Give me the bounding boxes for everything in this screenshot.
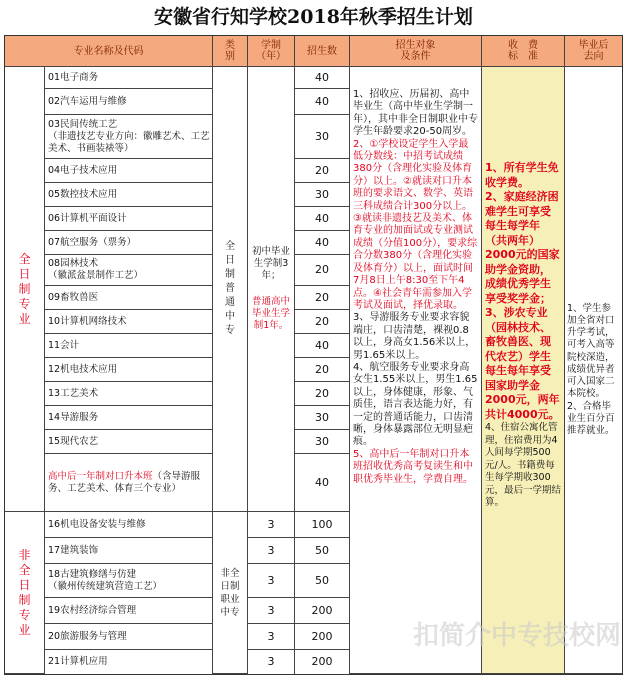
major-name: 14导游服务 <box>45 406 213 430</box>
fees-item-3: 3、涉农专业（园林技术、畜牧兽医、现代农艺）学生每生每年享受国家助学金2000元，两年共计4000元。 <box>485 306 560 421</box>
target-item-4: 4、航空服务专业要求身高女生1.55米以上，男生1.65以上，身体健康，形象、气质佳，语言表达能力好，有一定的普通话能力，口齿清晰，身体暴露部位无明显疤痕。 <box>353 361 478 448</box>
enrollment-count: 40 <box>295 454 350 512</box>
enrollment-count: 30 <box>295 183 350 207</box>
highschool-class-title: 高中后一年制对口升本班 <box>48 470 153 482</box>
major-name: 06计算机平面设计 <box>45 207 213 231</box>
enrollment-count: 50 <box>295 564 350 598</box>
enrollment-count: 20 <box>295 382 350 406</box>
major-name: 17建筑装饰 <box>45 538 213 564</box>
target-item-3: 3、导游服务专业要求容貌端庄，口齿清楚，裸视0.8以上，身高女1.56米以上，男1.65米以上。 <box>353 312 476 361</box>
fees-item-2: 2、家庭经济困难学生可享受每生每学年（共两年）2000元的国家助学金资助，成绩优秀学生享受奖学金； <box>485 190 560 305</box>
destination-text: 1、学生参加全省对口升学考试，可考入高等院校深造，成绩优异者可入国家二本院校。 2、合格毕业生百分百推荐就业。 <box>567 302 615 436</box>
duration-fulltime-junior: 初中毕业生学制3年； <box>251 246 290 281</box>
duration-fulltime-senior: 普通高中毕业生学制1年。 <box>251 296 290 331</box>
duration-fulltime <box>248 67 295 512</box>
category-fulltime: 全 日 制 普 通 中 专 <box>213 67 248 512</box>
duration-value: 3 <box>248 624 295 650</box>
enrollment-count: 20 <box>295 255 350 286</box>
header-category: 类 别 <box>213 36 248 67</box>
highschool-class-detail: （含导游服务、工艺美术、体育三个专业） <box>48 470 201 494</box>
major-name: 04电子技术应用 <box>45 159 213 183</box>
enrollment-count: 200 <box>295 624 350 650</box>
enrollment-count: 100 <box>295 512 350 538</box>
major-name: 10计算机网络技术 <box>45 310 213 334</box>
header-target: 招生对象 及条件 <box>350 36 482 67</box>
enrollment-count: 40 <box>295 89 350 115</box>
major-name: 16机电设备安装与维修 <box>45 512 213 538</box>
major-name: 15现代农艺 <box>45 430 213 454</box>
header-duration: 学制 （年） <box>248 36 295 67</box>
enrollment-count: 40 <box>295 334 350 358</box>
fees-item-4: 4、住宿公寓化管理，住宿费用为4人间每学期500元/人。书籍费每生每学期收300元，最后一学期结算。 <box>485 422 562 508</box>
enrollment-count: 30 <box>295 115 350 159</box>
page-title: 安徽省行知学校2018年秋季招生计划 <box>154 6 473 28</box>
major-name: 21计算机应用 <box>45 650 213 674</box>
enrollment-count: 200 <box>295 650 350 674</box>
major-name-highschool <box>45 454 213 512</box>
header-destination: 毕业后 去向 <box>565 36 622 67</box>
target-conditions <box>350 67 482 674</box>
major-name: 11会计 <box>45 334 213 358</box>
target-item-5: 5、高中后一年制对口升本班招收优秀高考复读生和中职优秀毕业生，学费自理。 <box>353 448 473 485</box>
major-name: 19农村经济综合管理 <box>45 598 213 624</box>
enrollment-count: 30 <box>295 430 350 454</box>
enrollment-count: 50 <box>295 538 350 564</box>
major-name: 07航空服务（票务） <box>45 231 213 255</box>
group-label-parttime: 非 全 日 制 专 业 <box>5 512 45 674</box>
enrollment-count: 40 <box>295 67 350 89</box>
enrollment-count: 20 <box>295 358 350 382</box>
enrollment-count: 40 <box>295 207 350 231</box>
enrollment-count: 20 <box>295 310 350 334</box>
group-label-fulltime: 全 日 制 专 业 <box>5 67 45 512</box>
major-name: 02汽车运用与维修 <box>45 89 213 115</box>
major-name: 18古建筑修缮与仿建 （徽州传统建筑营造工艺） <box>45 564 213 598</box>
duration-value: 3 <box>248 598 295 624</box>
major-name: 20旅游服务与管理 <box>45 624 213 650</box>
category-parttime: 非全 日制 职业 中专 <box>213 512 248 674</box>
graduate-destination <box>565 67 622 674</box>
target-item-1: 1、招收应、历届初、高中毕业生（高中毕业生学制一年），其中非全日制职业中专学生年龄要求20-50周岁。 <box>353 89 478 138</box>
header-enrollment: 招生数 <box>295 36 350 67</box>
fees-standard <box>482 67 565 674</box>
duration-value: 3 <box>248 512 295 538</box>
major-name: 12机电技术应用 <box>45 358 213 382</box>
fees-item-1: 1、所有学生免收学费。 <box>485 161 559 189</box>
major-name: 08园林技术 （徽派盆景制作工艺） <box>45 255 213 286</box>
enrollment-count: 40 <box>295 231 350 255</box>
major-name: 09畜牧兽医 <box>45 286 213 310</box>
duration-value: 3 <box>248 538 295 564</box>
major-name: 05数控技术应用 <box>45 183 213 207</box>
enrollment-count: 20 <box>295 159 350 183</box>
enrollment-count: 20 <box>295 286 350 310</box>
header-fees: 收 费 标 准 <box>482 36 565 67</box>
watermark: 扣简介中专技校网 <box>412 621 621 651</box>
enrollment-table <box>4 35 623 675</box>
major-name: 03民间传统工艺 （非遗技艺专业方向：徽雕艺术、工艺美术、书画装裱等） <box>45 115 213 159</box>
major-name: 13工艺美术 <box>45 382 213 406</box>
target-item-2: 2、①学校设定学生入学最低分数线：中招考试成绩380分（含理化实验及体育分）以上。②就读对口升本班的要求语文、数学、英语三科成绩合计300分以上。③就读非遗技艺及美术、体育专业的加面试或专业测试成绩（分值100分），要求综合分数380分（含理化实验及体育分）以上，面试时间7月8日上午8:30至下午4点。④社会青年需参加入学考试及面试，择优录取。 <box>353 138 478 311</box>
enrollment-count: 30 <box>295 406 350 430</box>
major-name: 01电子商务 <box>45 67 213 89</box>
duration-value: 3 <box>248 650 295 674</box>
duration-value: 3 <box>248 564 295 598</box>
header-major: 专业名称及代码 <box>5 36 213 67</box>
enrollment-count: 200 <box>295 598 350 624</box>
